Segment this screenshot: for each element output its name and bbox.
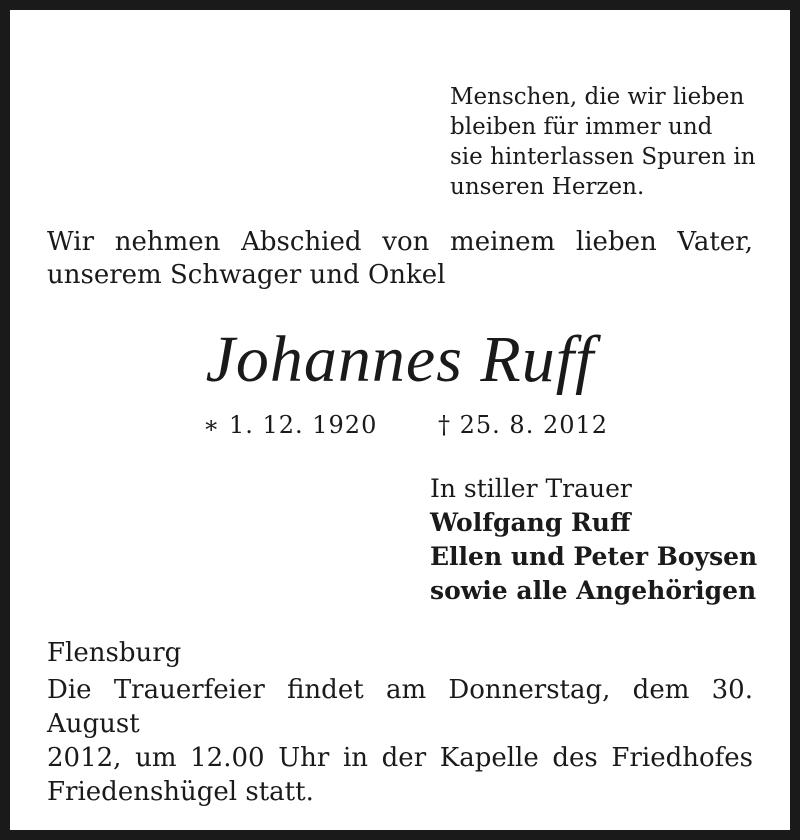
deceased-name: Johannes Ruff [205, 323, 595, 396]
poem-line: unseren Herzen. [450, 174, 645, 200]
mourning-heading: In stiller Trauer [430, 474, 632, 503]
mourner-name: sowie alle Angehörigen [430, 576, 757, 605]
mourner-name: Ellen und Peter Boysen [430, 542, 758, 571]
funeral-details [47, 673, 753, 809]
poem-line: Menschen, die wir lieben [450, 84, 745, 110]
poem-line: sie hinterlassen Spuren in [450, 144, 756, 170]
death-date: † 25. 8. 2012 [438, 411, 609, 439]
intro-line: Wir nehmen Abschied von meinem lieben Vater, [47, 227, 753, 257]
place-name: Flensburg [47, 638, 182, 668]
intro-line: unserem Schwager und Onkel [47, 260, 446, 290]
funeral-line: Friedenshügel statt. [47, 777, 314, 807]
mourners-block [430, 472, 770, 608]
farewell-intro [47, 226, 753, 292]
mourner-name: Wolfgang Ruff [430, 508, 631, 537]
funeral-line: 2012, um 12.00 Uhr in der Kapelle des Friedhofes [47, 743, 753, 773]
obituary-notice [10, 10, 790, 830]
birth-date: ∗ 1. 12. 1920 [203, 411, 378, 439]
funeral-line: Die Trauerfeier findet am Donnerstag, dem 30. August [47, 675, 753, 739]
poem-line: bleiben für immer und [450, 114, 713, 140]
memorial-poem [450, 82, 770, 202]
